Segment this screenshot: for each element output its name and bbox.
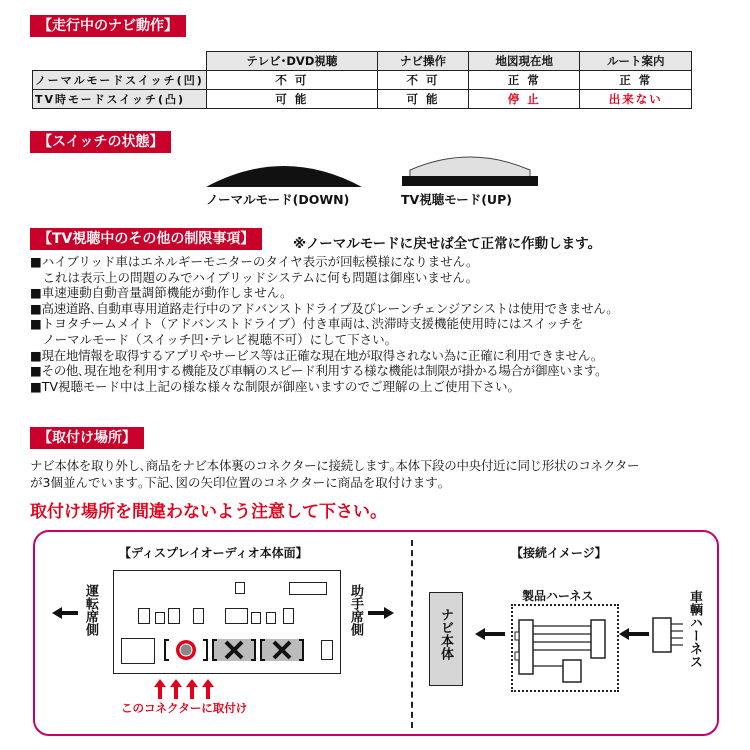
install-diagram	[33, 530, 719, 736]
target-connector-icon	[163, 638, 209, 662]
vehicle-harness-label: 車輌ハーネス	[687, 590, 702, 668]
table-cell: 不 可	[206, 71, 377, 90]
harness-label: 製品ハーネス	[522, 589, 594, 603]
product-harness-illustration	[513, 606, 617, 690]
arrow-left-icon	[52, 606, 78, 620]
connection-image-title: 【接続イメージ】	[511, 546, 607, 560]
unit-slot	[121, 638, 155, 664]
switch-tv-illustration	[400, 146, 540, 188]
table-header: テレビ･DVD視聴	[206, 52, 377, 71]
row-label: ノーマルモードスイッチ(凹)	[33, 71, 207, 90]
arrow-left-icon	[475, 627, 505, 641]
arrow-left-icon	[619, 627, 649, 641]
passenger-side-label: 助手席側	[348, 584, 363, 636]
list-item: ■TV視聴モード中は上記の様な様々な制限が御座いますのでご理解の上ご使用下さい。	[30, 378, 520, 394]
switch-tv-label: TV視聴モード(UP)	[401, 192, 512, 207]
unit-slot	[266, 612, 276, 624]
table-header: ナビ操作	[378, 52, 469, 71]
unit-slot	[138, 608, 150, 624]
table-cell: 正 常	[580, 71, 692, 90]
table-cell-highlight: 出来ない	[580, 90, 692, 109]
table-corner	[33, 52, 207, 71]
list-item: ■現在地情報を取得するアプリやサービス等は正確な現在地が取得されない為に正確に利用できません。	[30, 347, 603, 363]
switch-normal-label: ノーマルモード(DOWN)	[206, 192, 350, 207]
arrow-right-icon	[368, 606, 394, 620]
section-header-install-location: 【取付け場所】	[30, 427, 144, 449]
connector-x-icon	[211, 638, 257, 662]
nav-unit-label: ナビ本体	[438, 608, 453, 660]
vehicle-connector-illustration	[651, 614, 685, 656]
table-header: ルート案内	[580, 52, 692, 71]
unit-slot	[225, 608, 248, 624]
list-item: ■その他､現在地を利用する機能及び車輌のスピード利用する様な機能は制限が掛かる場合が御座います。	[30, 363, 608, 379]
unit-slot	[321, 640, 333, 660]
list-item: ■ハイブリッド車はエネルギーモニターのタイヤ表示が回転模様になりません。	[30, 254, 479, 269]
table-header: 地図現在地	[468, 52, 579, 71]
table-cell-highlight: 停 止	[468, 90, 579, 109]
row-label: TV時モードスイッチ(凸)	[33, 90, 207, 109]
unit-slot	[168, 608, 180, 624]
restrictions-note: ※ノーマルモードに戻せば全て正常に作動します。	[293, 236, 602, 252]
table-row	[33, 90, 692, 109]
list-item: ■トヨタチームメイト（アドバンストドライブ）付き車両は､渋滞時支援機能使用時にはスイッチを	[30, 316, 584, 332]
unit-slot	[235, 582, 245, 594]
section-header-nav-behavior: 【走行中のナビ動作】	[30, 15, 186, 37]
table-cell: 正 常	[468, 71, 579, 90]
table-header-row	[33, 52, 692, 71]
connector-instruction-label: このコネクターに取付け	[121, 701, 248, 715]
table-cell: 可 能	[206, 90, 377, 109]
dashed-divider	[411, 540, 413, 728]
unit-slot	[283, 608, 294, 624]
list-item: これは表示上の問題のみでハイブリッドシステムに何も問題は御座いません。	[30, 269, 479, 285]
section-header-switch-state: 【スイッチの状態】	[30, 131, 171, 153]
install-warning: 取付け場所を間違わないよう注意して下さい。	[30, 502, 387, 522]
red-arrows-icon	[153, 679, 217, 699]
unit-slot	[193, 608, 204, 624]
section-header-restrictions: 【TV視聴中のその他の制限事項】	[30, 228, 262, 250]
install-text-line: ナビ本体を取り外し､商品をナビ本体裏のコネクターに接続します｡本体下段の中央付近に同じ形状のコネクター	[30, 458, 640, 473]
driver-side-label: 運転席側	[83, 584, 98, 636]
table-cell: 可 能	[378, 90, 469, 109]
switch-normal-illustration	[204, 153, 364, 189]
unit-slot	[155, 612, 165, 624]
unit-slot	[251, 612, 261, 624]
install-description	[30, 457, 639, 491]
unit-slot	[289, 582, 327, 595]
list-item: ノーマルモード（スイッチ凹･テレビ視聴不可）にして下さい。	[30, 331, 398, 347]
list-item: ■車速連動自動音量調節機能が動作しません。	[30, 285, 293, 301]
connector-x-icon	[259, 638, 305, 662]
table-row	[33, 71, 692, 90]
list-item: ■高速道路､自動車専用道路走行中のアドバンストドライブ及びレーンチェンジアシストは使用できません。	[30, 300, 619, 316]
display-audio-face-title: 【ディスプレイオーディオ本体面】	[119, 546, 308, 560]
table-cell: 不 可	[378, 71, 469, 90]
restriction-list	[30, 254, 730, 394]
install-text-line: が3個並んでいます｡下記､図の矢印位置のコネクターに商品を取付けます｡	[30, 475, 444, 490]
nav-behavior-table	[32, 51, 692, 109]
